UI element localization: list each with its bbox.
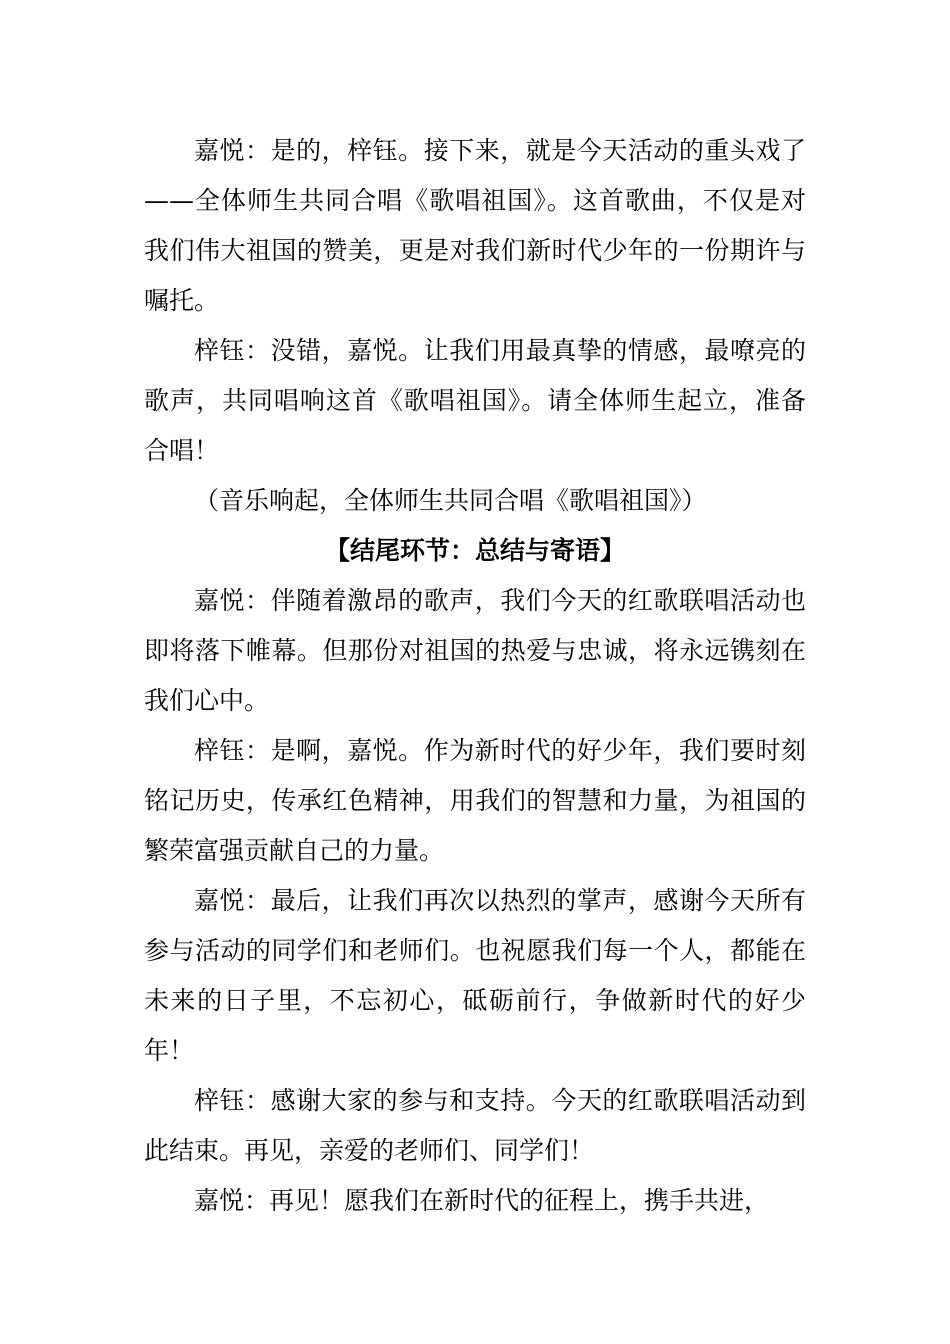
paragraph-ziyu-1: 梓钰：没错，嘉悦。让我们用最真挚的情感，最嘹亮的歌声，共同唱响这首《歌唱祖国》。请全体师生起立，准备合唱！ bbox=[144, 336, 806, 465]
paragraph-jiayue-3: 嘉悦：最后，让我们再次以热烈的掌声，感谢今天所有参与活动的同学们和老师们。也祝愿我们每一个人，都能在未来的日子里，不忘初心，砥砺前行，争做新时代的好少年！ bbox=[144, 886, 806, 1065]
paragraph-ziyu-3: 梓钰：感谢大家的参与和支持。今天的红歌联唱活动到此结束。再见，亲爱的老师们、同学们！ bbox=[144, 1086, 806, 1165]
document-body bbox=[144, 126, 806, 1226]
paragraph-jiayue-4: 嘉悦：再见！愿我们在新时代的征程上，携手共进， bbox=[194, 1186, 770, 1215]
paragraph-jiayue-1: 嘉悦：是的，梓钰。接下来，就是今天活动的重头戏了——全体师生共同合唱《歌唱祖国》。这首歌曲，不仅是对我们伟大祖国的赞美，更是对我们新时代少年的一份期许与嘱托。 bbox=[144, 136, 806, 315]
section-heading: 【结尾环节：总结与寄语】 bbox=[324, 536, 625, 565]
stage-direction: （音乐响起，全体师生共同合唱《歌唱祖国》） bbox=[194, 486, 707, 515]
paragraph-ziyu-2: 梓钰：是啊，嘉悦。作为新时代的好少年，我们要时刻铭记历史，传承红色精神，用我们的智慧和力量，为祖国的繁荣富强贡献自己的力量。 bbox=[144, 736, 806, 865]
paragraph-jiayue-2: 嘉悦：伴随着激昂的歌声，我们今天的红歌联唱活动也即将落下帷幕。但那份对祖国的热爱与忠诚，将永远镌刻在我们心中。 bbox=[144, 586, 806, 715]
